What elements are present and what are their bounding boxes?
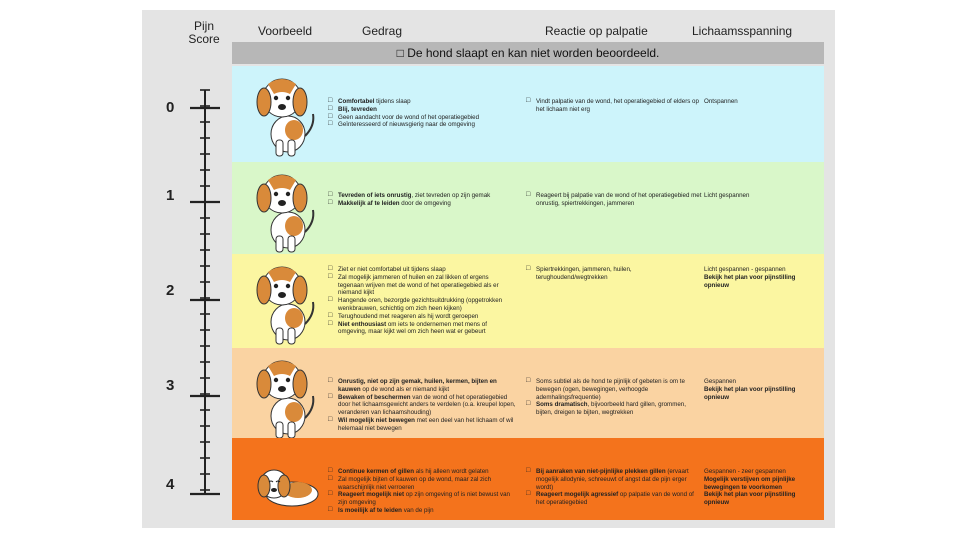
item-text: Geen aandacht voor de wond of het operatiegebied — [338, 113, 480, 121]
checkbox-item — [328, 417, 516, 433]
checkbox-item — [328, 394, 516, 417]
item-bold-text: Niet enthousiast — [338, 320, 387, 328]
checkbox-item — [328, 507, 516, 515]
checkbox-item — [328, 491, 516, 507]
dog-illustration-score-0 — [252, 70, 322, 163]
spanning-bold-text: Bekijk het plan voor pijnstilling opnieuw — [704, 273, 796, 289]
score-1: 1 — [166, 187, 175, 204]
checkbox-item — [526, 468, 702, 491]
item-bold-text: Reageert mogelijk agressief — [536, 491, 619, 499]
item-bold-text: Reageert mogelijk niet — [338, 491, 405, 499]
spanning-bold-text: Bekijk het plan voor pijnstilling opnieuw — [704, 385, 796, 401]
score-3: 3 — [166, 377, 175, 394]
item-bold-text: Continue kermen of gillen — [338, 468, 414, 475]
spanning-text: Ontspannen — [704, 98, 738, 105]
item-text: Ziet er niet comfortabel uit tijdens slaap — [338, 266, 446, 273]
spanning-text: Licht gespannen — [704, 192, 750, 199]
band-score-3 — [232, 348, 824, 438]
checkbox-item — [526, 378, 702, 401]
spanning-bold-text: Mogelijk verstijven om pijnlijke bewegingen te voorkomen — [704, 475, 796, 491]
band-score-1 — [232, 162, 824, 254]
checkbox-item — [526, 98, 702, 114]
dog-illustration-score-3 — [252, 352, 322, 445]
spanning-score-1 — [704, 192, 816, 200]
gedrag-list-score-1 — [328, 192, 516, 208]
item-text: op de wond als er niemand kijkt — [360, 385, 450, 393]
header-gedrag: Gedrag — [362, 24, 403, 38]
item-text: door de omgeving — [399, 199, 451, 207]
checkbox-item — [526, 401, 702, 417]
gedrag-list-score-2 — [328, 266, 516, 336]
item-text: als hij alleen wordt gelaten — [413, 468, 489, 475]
item-bold-text: Blij, tevreden — [338, 105, 377, 113]
checkbox-item — [328, 114, 516, 122]
checkbox-item — [328, 121, 516, 129]
header-reactie: Reactie op palpatie — [545, 24, 648, 38]
item-text: van de pijn — [401, 506, 434, 514]
pain-score-scale — [142, 10, 232, 528]
checkbox-item — [328, 321, 516, 337]
spanning-text: Licht gespannen - gespannen — [704, 266, 786, 273]
gedrag-list-score-0 — [328, 98, 516, 129]
reactie-list-score-3 — [526, 378, 702, 417]
item-text: tijdens slaap — [374, 98, 411, 105]
header-score-line1: Pijn — [193, 19, 214, 33]
item-bold-text: Makkelijk af te leiden — [338, 199, 400, 207]
checkbox-item — [526, 192, 702, 208]
item-text: Zal mogelijk jammeren of huilen en zal likken of ergens tegenaan wrijven met de wond of het operatiegebied als er niemand kijkt — [338, 273, 499, 297]
item-text: Soms subtiel als de hond te pijnlijk of gebeten is om te bewegen (ogen, bewegingen, verhoogde ademhalingsfrequentie) — [536, 378, 685, 401]
item-text: om iets te ondernemen met mens of omgeving, maar kijkt wel om zich heen wat er gebeurt — [338, 320, 487, 336]
sleeping-banner: □ De hond slaapt en kan niet worden beoordeeld. — [232, 42, 824, 64]
checkbox-item — [328, 378, 516, 394]
spanning-score-3 — [704, 378, 816, 401]
item-text: op zijn omgeving of is niet bewust van zijn omgeving — [338, 491, 510, 507]
checkbox-item — [328, 200, 516, 208]
item-bold-text: Tevreden of iets onrustig — [338, 192, 412, 199]
checkbox-item — [328, 106, 516, 114]
checkbox-item — [526, 266, 702, 282]
item-text: van de wond of het operatiegebied door het lichaamsgewicht anders te verdelen (o.a. kreupel lopen, veranderen van lichaamshouding) — [338, 393, 516, 417]
item-text: Hangende oren, bezorgde gezichtsuitdrukking (opgetrokken wenkbrauwen, schichtig om zich heen kijken) — [338, 297, 503, 312]
header-voorbeeld: Voorbeeld — [258, 24, 313, 38]
score-4: 4 — [166, 476, 175, 493]
item-text: Zal mogelijk bijten of kauwen op de wond, maar zal zich waarschijnlijk niet verroeren — [338, 475, 492, 491]
item-bold-text: Onrustig, niet op zijn gemak, huilen, kermen, bijten en kauwen — [338, 378, 497, 393]
gedrag-list-score-4 — [328, 468, 516, 515]
checkbox-item — [328, 192, 516, 200]
item-text: Reageert bij palpatie van de wond of het operatiegebied met onrustig, spiertrekkingen, jammeren — [536, 192, 702, 207]
spanning-text: Gespannen - zeer gespannen — [704, 468, 786, 475]
checkbox-item — [526, 491, 702, 507]
item-text: , bijvoorbeeld hard gillen, grommen, bijten, dreigen te bijten, wegtrekken — [536, 401, 686, 417]
reactie-list-score-0 — [526, 98, 702, 114]
spanning-bold-text: Bekijk het plan voor pijnstilling opnieuw — [704, 491, 796, 507]
item-text: Vindt palpatie van de wond, het operatiegebied of elders op het lichaam niet erg — [536, 98, 699, 113]
header-score-line2: Score — [188, 32, 220, 46]
item-bold-text: Comfortabel — [338, 98, 375, 105]
item-text: Geïnteresseerd of nieuwsgierig naar de omgeving — [338, 121, 475, 129]
item-text: , ziet tevreden op zijn gemak — [411, 192, 491, 199]
item-text: Spiertrekkingen, jammeren, huilen, terughoudend/wegtrekken — [536, 266, 632, 281]
item-bold-text: Soms dramatisch — [536, 401, 588, 409]
reactie-list-score-4 — [526, 468, 702, 507]
dog-illustration-score-1 — [252, 166, 322, 259]
score-0: 0 — [166, 99, 175, 116]
checkbox-item — [328, 266, 516, 274]
score-2: 2 — [166, 282, 175, 299]
item-bold-text: Bij aanraken van niet-pijnlijke plekken gillen — [536, 468, 666, 475]
checkbox-item — [328, 476, 516, 492]
item-text: (ervaart mogelijk allodynie, schreeuwt of angst dat de pijn erger wordt) — [536, 468, 689, 491]
reactie-list-score-2 — [526, 266, 702, 282]
pain-scale-sheet — [142, 10, 835, 528]
checkbox-item — [328, 274, 516, 297]
item-bold-text: Bewaken of beschermen — [338, 393, 411, 401]
reactie-list-score-1 — [526, 192, 702, 208]
checkbox-item — [328, 313, 516, 321]
score-ruler — [142, 10, 232, 528]
item-text: Terughoudend met reageren als hij wordt geroepen — [338, 312, 479, 320]
dog-illustration-score-4 — [252, 450, 322, 517]
gedrag-list-score-3 — [328, 378, 516, 433]
band-score-0 — [232, 66, 824, 162]
item-text: op palpatie van de wond of het operatiegebied — [536, 491, 694, 507]
checkbox-item — [328, 98, 516, 106]
checkbox-item — [328, 468, 516, 476]
dog-illustration-score-2 — [252, 258, 322, 351]
band-score-2 — [232, 254, 824, 348]
header-lichaamsspanning: Lichaamsspanning — [692, 24, 793, 38]
item-text: met een deel van het lichaam of wil helemaal niet bewegen — [338, 416, 514, 432]
spanning-score-0 — [704, 98, 816, 106]
checkbox-item — [328, 297, 516, 313]
band-score-4 — [232, 438, 824, 520]
item-bold-text: Wil mogelijk niet bewegen — [338, 416, 415, 424]
spanning-text: Gespannen — [704, 378, 736, 385]
spanning-score-2 — [704, 266, 816, 289]
spanning-score-4 — [704, 468, 816, 507]
item-bold-text: Is moeilijk af te leiden — [338, 506, 402, 514]
